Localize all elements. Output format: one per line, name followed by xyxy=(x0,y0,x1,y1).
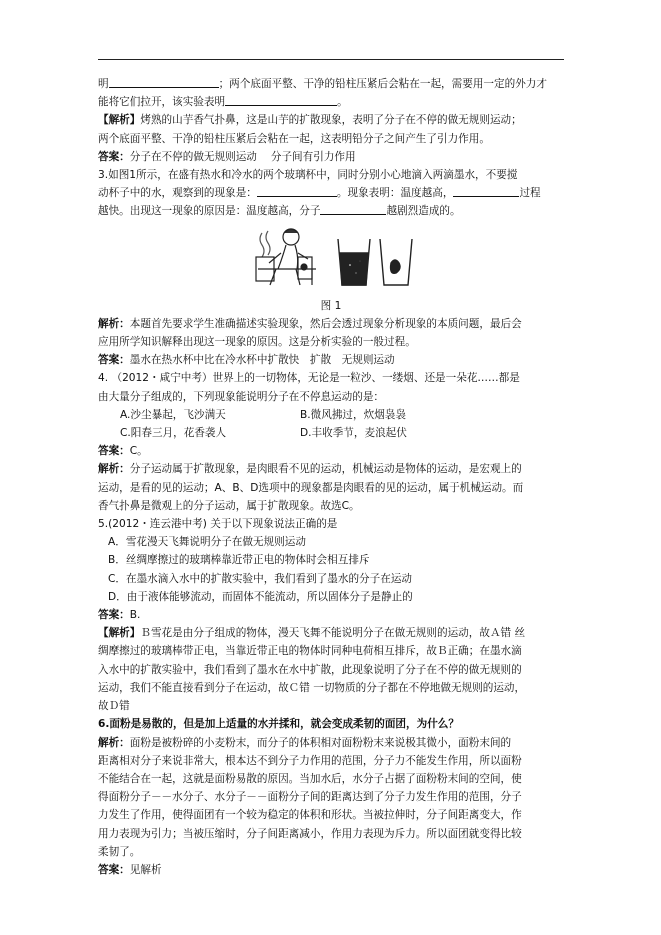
answer-label: 答案： xyxy=(98,863,130,876)
text: C。 xyxy=(129,445,148,458)
ink-diffusion-illustration xyxy=(98,223,564,297)
paragraph xyxy=(98,93,564,111)
paragraph xyxy=(98,184,564,202)
text: 能将它们拉开，该实验表明 xyxy=(98,96,226,109)
paragraph xyxy=(98,315,564,333)
hot-water-beaker xyxy=(338,239,370,285)
answer-blank xyxy=(225,94,337,106)
paragraph xyxy=(98,75,564,93)
paragraph xyxy=(98,861,564,879)
paragraph: 用力表现为引力；当被压缩时，分子间距离减小，作用力表现为斥力。所以面团就变得比较 xyxy=(98,827,522,840)
answer-blank xyxy=(320,203,386,215)
text: 明 xyxy=(98,78,109,90)
paragraph: 柔韧了。 xyxy=(98,845,141,858)
figure-caption: 图 1 xyxy=(320,299,342,312)
text: 见解析 xyxy=(129,863,162,876)
text: 本题首先要求学生准确描述实验现象，然后会透过现象分析现象的本质问题，最后会 xyxy=(129,317,522,330)
text: 越剧烈造成的。 xyxy=(386,205,461,218)
paragraph: 入水中的扩散实验中，我们看到了墨水在水中扩散，此现象说明了分子在不停的做无规则的 xyxy=(98,663,522,676)
text: 动杯子中的水，观察到的现象是： xyxy=(98,187,257,200)
cold-water-beaker xyxy=(380,239,412,285)
text: B. xyxy=(129,609,141,622)
paragraph xyxy=(98,202,564,220)
paragraph: 由大量分子组成的，下列现象能说明分子在不停息运动的是： xyxy=(98,390,385,403)
answer-label: 答案： xyxy=(98,445,130,458)
paragraph xyxy=(98,460,564,478)
text: 越快。出现这一现象的原因是：温度越高，分子 xyxy=(98,205,321,218)
paragraph xyxy=(98,111,564,129)
answer-label: 答案： xyxy=(98,609,130,622)
analysis-label: 解析： xyxy=(98,736,130,749)
text: 分子在不停的做无规则运动 分子间有引力作用 xyxy=(129,150,356,163)
analysis-label: 【解析】 xyxy=(98,114,141,127)
text: 。 xyxy=(337,96,348,109)
text: 。现象表明：温度越高， xyxy=(336,187,454,200)
paragraph: 故Ｄ错 xyxy=(98,700,130,713)
text: 面粉是被粉碎的小麦粉末，而分子的体积相对面粉粉末来说极其微小，面粉末间的 xyxy=(129,736,512,749)
paragraph xyxy=(98,148,564,166)
answer-blank xyxy=(453,185,519,197)
paragraph xyxy=(98,442,564,460)
analysis-label: 【解析】 xyxy=(98,627,141,640)
text: 过程 xyxy=(519,187,541,200)
paragraph: 运动，我们不能直接看到分子在运动，故Ｃ错 一切物质的分子都在不停地做无规则的运动， xyxy=(98,681,526,694)
text: 墨水在热水杯中比在冷水杯中扩散快 扩散 无规则运动 xyxy=(129,354,395,367)
figure-1 xyxy=(98,223,564,297)
option-b: B．丝绸摩擦过的玻璃棒靠近带正电的物体时会相互排斥 xyxy=(108,554,370,567)
analysis-label: 解析： xyxy=(98,463,130,476)
text: Ｂ雪花是由分子组成的物体，漫天飞舞不能说明分子在做无规则的运动，故Ａ错 丝 xyxy=(140,627,526,640)
paragraph: 不能结合在一起，这就是面粉易散的原因。当加水后，水分子占据了面粉粉末间的空间，使 xyxy=(98,772,522,785)
paragraph: 力发生了作用，使得面团有一个较为稳定的体积和形状。当被拉伸时，分子间距离变大，作 xyxy=(98,809,522,822)
text: 分子运动属于扩散现象，是肉眼看不见的运动，机械运动是物体的运动，是宏观上的 xyxy=(129,463,522,476)
analysis-label: 解析： xyxy=(98,317,130,330)
paragraph xyxy=(98,734,564,752)
paragraph: 3.如图1所示，在盛有热水和冷水的两个玻璃杯中，同时分别小心地滴入两滴墨水，不要搅 xyxy=(98,169,518,182)
option-d: D．由于液体能够流动，而固体不能流动，所以固体分子是静止的 xyxy=(108,590,413,603)
paragraph xyxy=(98,624,564,642)
option-a: A.沙尘暴起，飞沙满天 xyxy=(120,408,226,421)
text: ；两个底面平整、干净的铅柱压紧后会粘在一起，需要用一定的外力才 xyxy=(218,78,547,90)
option-c: C.阳春三月，花香袭人 xyxy=(120,427,227,440)
question-6: 6.面粉是易散的，但是加上适量的水并揉和，就会变成柔韧的面团，为什么？ xyxy=(98,718,459,731)
options-row xyxy=(98,406,564,424)
paragraph: 距离相对分子来说非常大，根本达不到分子力作用的范围，分子力不能发生作用，所以面粉 xyxy=(98,754,522,767)
paragraph: 运动，是看的见的运动；A、B、D选项中的现象都是肉眼看的见的运动，属于机械运动。而 xyxy=(98,481,524,494)
text: 烤熟的山芋香气扑鼻，这是山芋的扩散现象，表明了分子在不停的做无规则运动； xyxy=(140,114,522,127)
option-c: C．在墨水滴入水中的扩散实验中，我们看到了墨水的分子在运动 xyxy=(108,572,413,585)
option-a: A．雪花漫天飞舞说明分子在做无规则运动 xyxy=(108,536,306,549)
experimenter-drawing xyxy=(256,229,316,285)
document-body xyxy=(98,75,564,879)
paragraph: 绸摩擦过的玻璃棒带正电，当靠近带正电的物体时同种电荷相互排斥，故Ｂ正确；在墨水滴 xyxy=(98,645,522,658)
paragraph: 得面粉分子－－水分子、水分子－－面粉分子间的距离达到了分子力发生作用的范围，分子 xyxy=(98,791,522,804)
options-row xyxy=(98,424,564,442)
option-d: D.丰收季节，麦浪起伏 xyxy=(300,427,407,440)
answer-label: 答案： xyxy=(98,354,130,367)
answer-blank xyxy=(109,76,219,88)
answer-label: 答案： xyxy=(98,150,130,163)
paragraph: 香气扑鼻是微观上的分子运动，属于扩散现象。故选C。 xyxy=(98,499,360,512)
answer-blank xyxy=(257,185,337,197)
paragraph: 4. （2012・咸宁中考）世界上的一切物体，无论是一粒沙、一缕烟、还是一朵花……都是 xyxy=(98,372,520,385)
paragraph xyxy=(98,351,564,369)
paragraph: 两个底面平整、干净的铅柱压紧后会粘在一起，这表明铅分子之间产生了引力作用。 xyxy=(98,132,490,145)
paragraph xyxy=(98,606,564,624)
paragraph: 5.(2012・连云港中考) 关于以下现象说法正确的是 xyxy=(98,518,338,531)
paragraph: 应用所学知识解释出现这一现象的原因。这是分析实验的一般过程。 xyxy=(98,336,416,349)
option-b: B.微风拂过，炊烟袅袅 xyxy=(300,408,406,421)
header-rule xyxy=(98,59,564,60)
